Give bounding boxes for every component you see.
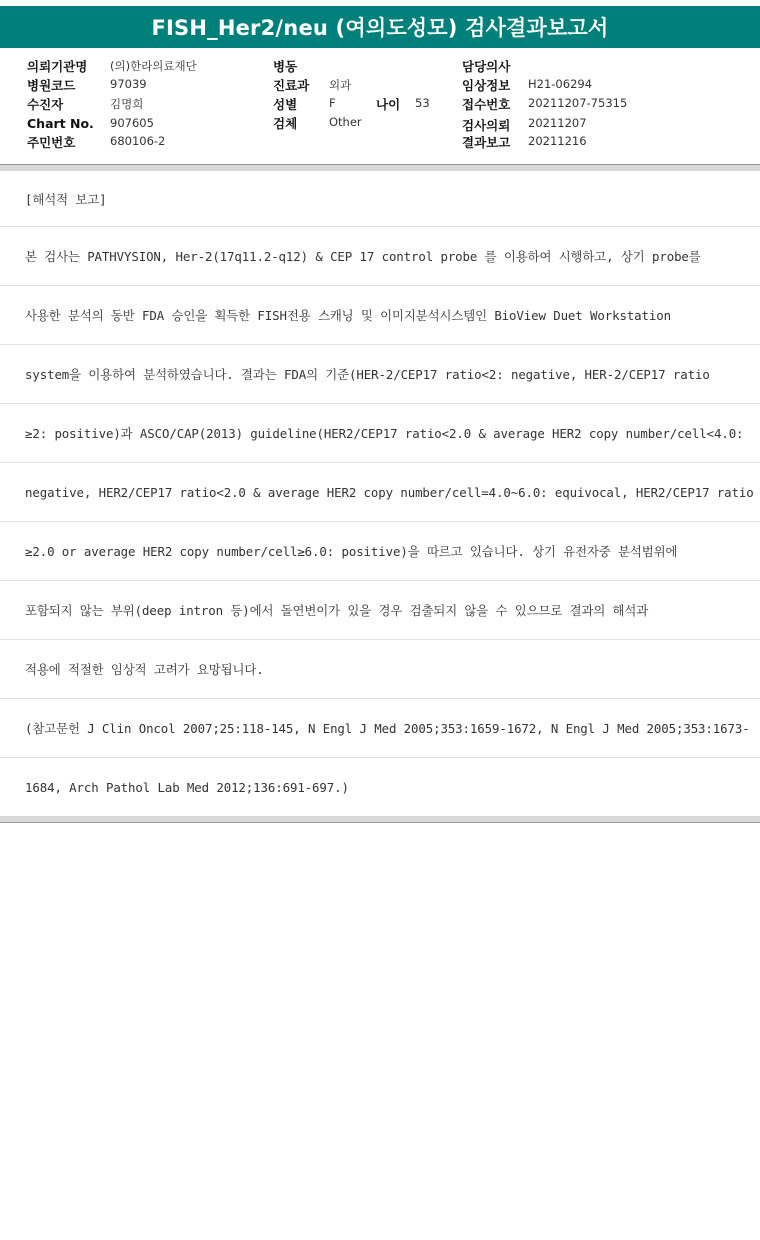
- top-border: [0, 0, 760, 4]
- report-line: 본 검사는 PATHVYSION, Her-2(17q11.2-q12) & CEP 17 control probe 를 이용하여 시행하고, 상기 probe를: [0, 227, 760, 286]
- recipient-value: 김명희: [110, 97, 144, 111]
- resident-no-label: 주민번호: [27, 135, 76, 150]
- report-line: ≥2: positive)과 ASCO/CAP(2013) guideline(HER2/CEP17 ratio<2.0 & average HER2 copy number/cell<4.0:: [0, 404, 760, 463]
- interpretive-report: [0, 171, 760, 817]
- report-line: 포함되지 않는 부위(deep intron 등)에서 돌연변이가 있을 경우 검출되지 않을 수 있으므로 결과의 해석과: [0, 581, 760, 640]
- clinical-info-value: H21-06294: [528, 77, 593, 91]
- clinical-info-label: 임상정보: [462, 78, 511, 93]
- specimen-label: 검체: [273, 116, 298, 131]
- institution-label: 의뢰기관명: [27, 59, 88, 74]
- recipient-label: 수진자: [27, 97, 64, 112]
- request-date-label: 검사의뢰: [462, 118, 511, 133]
- section-divider: [0, 164, 760, 171]
- chart-no-value: 907605: [110, 116, 154, 130]
- ward-label: 병동: [273, 59, 298, 74]
- hospital-code-label: 병원코드: [27, 78, 76, 93]
- receipt-no-label: 접수번호: [462, 97, 511, 112]
- report-line: (참고문헌 J Clin Oncol 2007;25:118-145, N Engl J Med 2005;353:1659-1672, N Engl J Med 2005;353:1673-: [0, 699, 760, 758]
- report-footer-divider: [0, 816, 760, 823]
- report-line: 적용에 적절한 임상적 고려가 요망됩니다.: [0, 640, 760, 699]
- doctor-label: 담당의사: [462, 59, 511, 74]
- patient-info-section: [0, 48, 760, 164]
- report-line: 1684, Arch Pathol Lab Med 2012;136:691-697.): [0, 758, 760, 817]
- report-date-label: 결과보고: [462, 135, 511, 150]
- report-date-value: 20211216: [528, 134, 587, 148]
- receipt-no-value: 20211207-75315: [528, 96, 628, 110]
- report-line: ≥2.0 or average HER2 copy number/cell≥6.0: positive)을 따르고 있습니다. 상기 유전자중 분석범위에: [0, 522, 760, 581]
- report-line: system을 이용하여 분석하였습니다. 결과는 FDA의 기준(HER-2/CEP17 ratio<2: negative, HER-2/CEP17 ratio: [0, 345, 760, 404]
- report-title-bar: [0, 6, 760, 48]
- chart-no-label: Chart No.: [27, 116, 94, 131]
- sex-label: 성별: [273, 97, 298, 112]
- department-label: 진료과: [273, 78, 310, 93]
- institution-value: (의)한라의료재단: [110, 59, 197, 73]
- report-title: FISH_Her2/neu (여의도성모) 검사결과보고서: [151, 16, 609, 40]
- department-value: 외과: [329, 78, 352, 92]
- age-label: 나이: [376, 97, 401, 112]
- sex-value: F: [329, 96, 336, 110]
- resident-no-value: 680106-2: [110, 134, 166, 148]
- request-date-value: 20211207: [528, 116, 587, 130]
- report-line: negative, HER2/CEP17 ratio<2.0 & average HER2 copy number/cell=4.0~6.0: equivocal, HER2/CEP17 ratio: [0, 463, 760, 522]
- hospital-code-value: 97039: [110, 77, 147, 91]
- age-value: 53: [415, 96, 430, 110]
- specimen-value: Other: [329, 115, 362, 129]
- report-heading: [해석적 보고]: [0, 171, 760, 227]
- report-line: 사용한 분석의 동반 FDA 승인을 획득한 FISH전용 스캐닝 및 이미지분석시스템인 BioView Duet Workstation: [0, 286, 760, 345]
